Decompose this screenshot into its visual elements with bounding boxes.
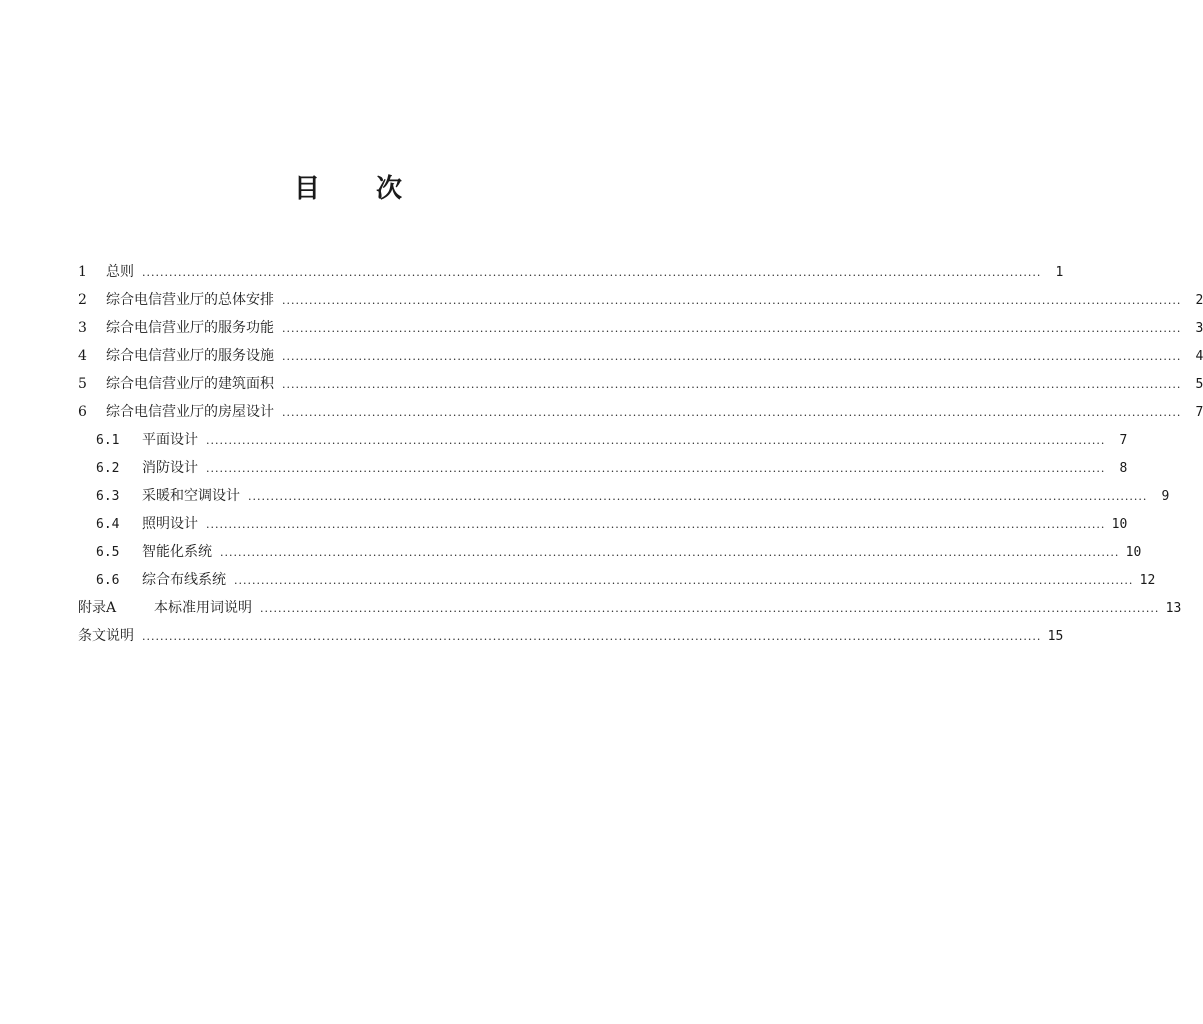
- toc-leader-dots: ........................................................................................................................................................................................................: [248, 490, 1148, 503]
- toc-entry-title: 综合电信营业厅的服务设施: [106, 348, 274, 364]
- toc-leader-dots: ........................................................................................................................................................................................................: [220, 546, 1120, 559]
- toc-entry-number: 6.4: [96, 517, 120, 532]
- toc-subentry[interactable]: [78, 510, 1128, 538]
- toc-entry-page: 12: [1139, 573, 1156, 588]
- toc-leader-dots: ........................................................................................................................................................................................................: [282, 378, 1182, 391]
- toc-entry[interactable]: [78, 342, 1203, 370]
- toc-entry-title: 综合电信营业厅的服务功能: [106, 320, 274, 336]
- toc-entry-title: 照明设计: [142, 516, 198, 532]
- toc-leader-dots: ........................................................................................................................................................................................................: [206, 434, 1106, 447]
- toc-subentry[interactable]: [78, 482, 1170, 510]
- toc-entry-number: 4: [78, 348, 87, 364]
- toc-entry-number: 6.3: [96, 489, 120, 504]
- toc-leader-dots: ........................................................................................................................................................................................................: [282, 294, 1182, 307]
- toc-entry-title: 平面设计: [142, 432, 198, 448]
- toc-subentry[interactable]: [78, 538, 1142, 566]
- toc-entry-title: 总则: [106, 264, 134, 280]
- toc-subentry[interactable]: [78, 426, 1128, 454]
- toc-entry-page: 7: [1195, 405, 1203, 420]
- toc-entry-page: 3: [1195, 321, 1203, 336]
- toc-leader-dots: ........................................................................................................................................................................................................: [206, 518, 1106, 531]
- toc-entry-number: 6.2: [96, 461, 120, 476]
- toc-explanation-entry[interactable]: [78, 622, 1064, 650]
- toc-entry[interactable]: [78, 398, 1203, 426]
- toc-entry-title: 采暖和空调设计: [142, 488, 240, 504]
- toc-entry-page: 9: [1161, 489, 1170, 504]
- title-part-2: 次: [376, 174, 403, 204]
- toc-entry-number: 3: [78, 320, 87, 336]
- title-part-1: 目: [293, 174, 320, 204]
- toc-leader-dots: ........................................................................................................................................................................................................: [206, 462, 1106, 475]
- toc-appendix-entry[interactable]: [78, 594, 1182, 622]
- toc-entry-page: 13: [1165, 601, 1182, 616]
- toc-leader-dots: ........................................................................................................................................................................................................: [142, 266, 1042, 279]
- toc-entry-page: 10: [1125, 545, 1142, 560]
- toc-entry-page: 4: [1195, 349, 1203, 364]
- toc-entry-number: 6.6: [96, 573, 120, 588]
- toc-entry-title: 本标准用词说明: [154, 600, 252, 616]
- toc-leader-dots: ........................................................................................................................................................................................................: [282, 406, 1182, 419]
- table-of-contents: [78, 258, 1203, 650]
- toc-leader-dots: ........................................................................................................................................................................................................: [282, 350, 1182, 363]
- toc-entry-title: 综合电信营业厅的房屋设计: [106, 404, 274, 420]
- toc-subentry[interactable]: [78, 566, 1156, 594]
- toc-entry-title: 智能化系统: [142, 544, 212, 560]
- toc-entry-page: 15: [1047, 629, 1064, 644]
- toc-subentry[interactable]: [78, 454, 1128, 482]
- toc-leader-dots: ........................................................................................................................................................................................................: [260, 602, 1160, 615]
- toc-entry-page: 1: [1055, 265, 1064, 280]
- toc-leader-dots: ........................................................................................................................................................................................................: [234, 574, 1134, 587]
- toc-entry-number: 6.1: [96, 433, 120, 448]
- toc-entry-title: 综合布线系统: [142, 572, 226, 588]
- toc-entry-number: 5: [78, 376, 87, 392]
- toc-entry-title: 综合电信营业厅的建筑面积: [106, 376, 274, 392]
- toc-entry-page: 10: [1111, 517, 1128, 532]
- toc-leader-dots: ........................................................................................................................................................................................................: [142, 630, 1042, 643]
- toc-leader-dots: ........................................................................................................................................................................................................: [282, 322, 1182, 335]
- toc-entry[interactable]: [78, 314, 1203, 342]
- toc-entry-number: 附录A: [78, 600, 117, 616]
- toc-entry-number: 1: [78, 264, 87, 280]
- toc-entry-page: 8: [1119, 461, 1128, 476]
- page-title: [0, 168, 696, 205]
- toc-entry-page: 7: [1119, 433, 1128, 448]
- toc-entry-title: 消防设计: [142, 460, 198, 476]
- toc-entry-title: 综合电信营业厅的总体安排: [106, 292, 274, 308]
- toc-entry[interactable]: [78, 370, 1203, 398]
- toc-entry-title: 条文说明: [78, 628, 134, 644]
- toc-entry-page: 5: [1195, 377, 1203, 392]
- toc-entry-number: 2: [78, 292, 87, 308]
- toc-entry[interactable]: [78, 286, 1203, 314]
- toc-entry-page: 2: [1195, 293, 1203, 308]
- toc-entry[interactable]: [78, 258, 1064, 286]
- toc-entry-number: 6.5: [96, 545, 120, 560]
- toc-entry-number: 6: [78, 404, 87, 420]
